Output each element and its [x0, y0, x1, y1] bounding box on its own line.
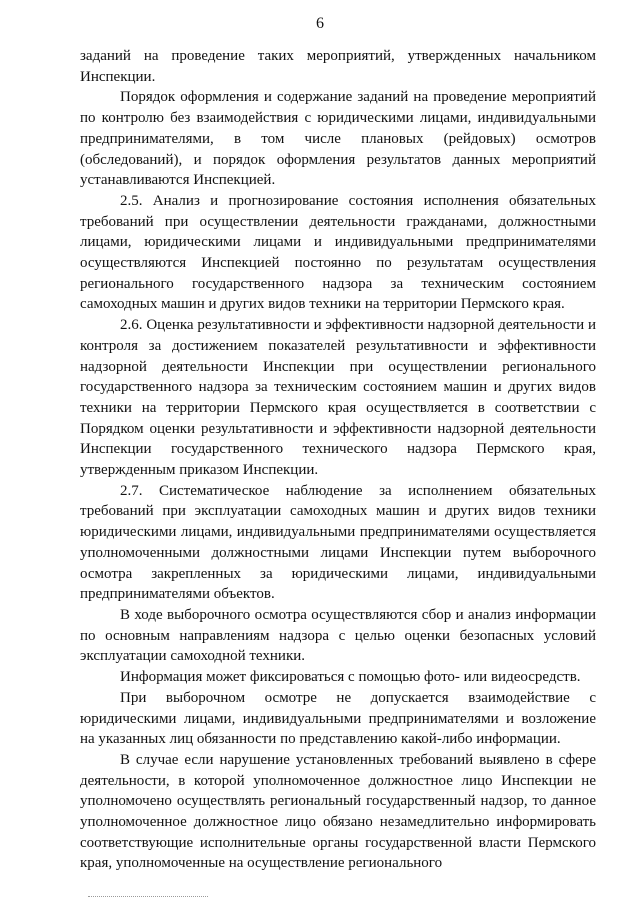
paragraph-violation: В случае если нарушение установленных требований выявлено в сфере деятельности, в которой уполномоченное должностное лицо Инспекции не уполномочено осуществлять региональный государственный надзор, то данное уполномоченное должностное лицо обязано незамедлительно информировать соответствующие исполнительные органы государственной власти Пермского края, уполномоченные на осуществление регионального — [80, 751, 596, 872]
bottom-dotted-rule — [88, 896, 208, 897]
paragraph-photo-video: Информация может фиксироваться с помощью фото- или видеосредств. — [120, 669, 581, 686]
paragraph-2-7: 2.7. Систематическое наблюдение за исполнением обязательных требований при эксплуатации самоходных машин и других видов техники юридическими лицами, индивидуальными предпринимателями осуществляется уполномоченными должностными лицами Инспекции путем выборочного осмотра закрепленных за юридическими лицами, индивидуальными предпринимателями объектов. — [80, 482, 596, 603]
document-body — [80, 46, 596, 874]
paragraph-2-6: 2.6. Оценка результативности и эффективности надзорной деятельности и контроля за достижением показателей результативности и эффективности надзорной деятельности Инспекции при осуществлении регионального государственного надзора за техническим состоянием машин и других видов техники на территории Пермского края осуществляется в соответствии с Порядком оценки результативности и эффективности надзорной деятельности Инспекции государственного технического надзора Пермского края, утвержденным приказом Инспекции. — [80, 317, 596, 479]
paragraph-continuation: заданий на проведение таких мероприятий, утвержденных начальником Инспекции. — [80, 48, 596, 85]
page-number: 6 — [316, 15, 324, 32]
paragraph-task-procedure: Порядок оформления и содержание заданий на проведение мероприятий по контролю без взаимодействия с юридическими лицами, индивидуальными предпринимателями, в том числе плановых (рейдовых) осмотров (обследований), и порядок оформления результатов данных мероприятий устанавливаются Инспекцией. — [80, 89, 596, 189]
paragraph-no-interaction: При выборочном осмотре не допускается взаимодействие с юридическими лицами, индивидуальными предпринимателями и возложение на указанных лиц обязанности по представлению какой-либо информации. — [80, 689, 596, 748]
paragraph-inspection-info: В ходе выборочного осмотра осуществляются сбор и анализ информации по основным направлениям надзора с целью оценки безопасных условий эксплуатации самоходной техники. — [80, 606, 596, 665]
paragraph-2-5: 2.5. Анализ и прогнозирование состояния исполнения обязательных требований при осуществлении деятельности гражданами, должностными лицами, юридическими лицами и индивидуальными предпринимателями осуществляются Инспекцией постоянно по результатам осуществления регионального государственного надзора за техническим состоянием самоходных машин и других видов техники на территории Пермского края. — [80, 192, 596, 313]
